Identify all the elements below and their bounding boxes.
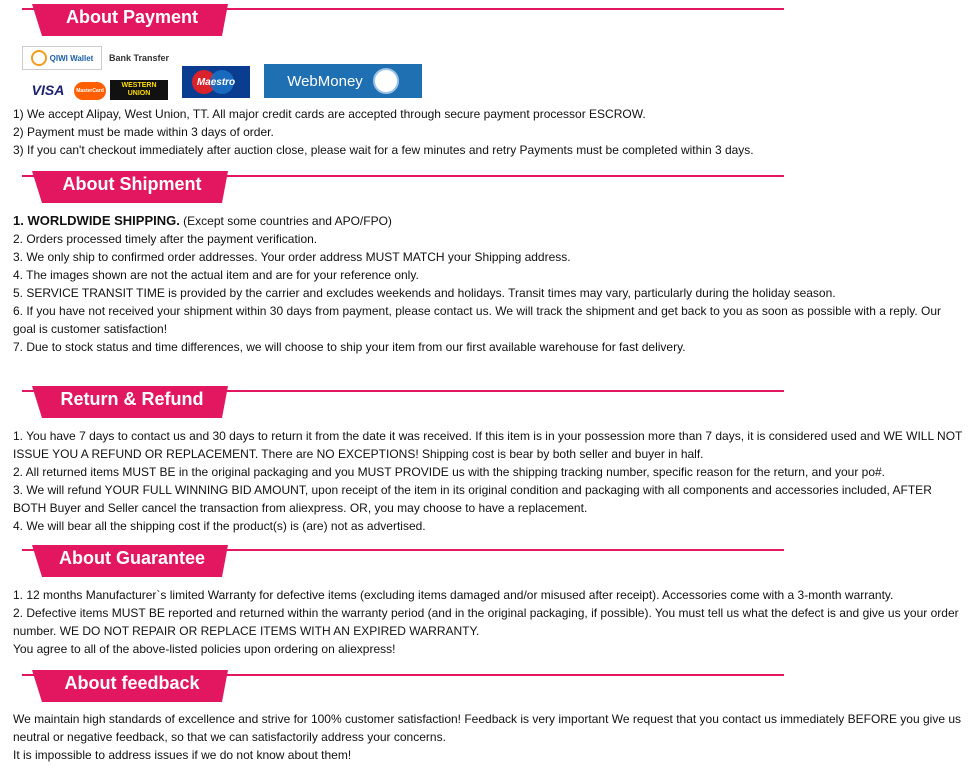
refund-line: 2. All returned items MUST BE in the original packaging and you MUST PROVIDE us with the shipping tracking number, specific reason for the return, and your po#. xyxy=(13,465,885,479)
section-header-refund xyxy=(22,382,784,420)
payment-text xyxy=(13,105,963,159)
section-title: About Payment xyxy=(65,7,198,27)
guarantee-line: 2. Defective items MUST BE reported and returned within the warranty period (and in the original packaging, if possible). You must tell us what the defect is and give us your order number. WE DO NOT REPAIR OR REPLACE ITEMS WITH AN EXPIRED WARRANTY. xyxy=(13,606,959,638)
payment-logos xyxy=(22,46,436,102)
payment-line: 2) Payment must be made within 3 days of order. xyxy=(13,125,274,139)
section-title: About Shipment xyxy=(62,174,202,194)
refund-line: 3. We will refund YOUR FULL WINNING BID AMOUNT, upon receipt of the item in its original condition and packaging with all components and accessories included, AFTER BOTH Buyer and Seller cancel the transaction from aliexpress. OR, you may choose to have a replacement. xyxy=(13,483,932,515)
header-tab xyxy=(32,0,240,38)
header-tab xyxy=(32,382,240,420)
section-title: About feedback xyxy=(64,673,200,693)
header-tab xyxy=(32,541,240,579)
section-header-shipment xyxy=(22,167,784,205)
guarantee-line: 1. 12 months Manufacturer`s limited Warranty for defective items (excluding items damaged and/or misused after receipt). Accessories come with a 3-month warranty. xyxy=(13,588,894,602)
shipment-line: 1. WORLDWIDE SHIPPING. (Except some countries and APO/FPO) xyxy=(13,213,392,228)
header-tab xyxy=(32,666,240,704)
shipment-line: 4. The images shown are not the actual item and are for your reference only. xyxy=(13,268,419,282)
refund-line: 1. You have 7 days to contact us and 30 days to return it from the date it was received. If this item is in your possession more than 7 days, it is considered used and WE WILL NOT ISSUE YOU A REFUND OR REPLACEMENT. There are NO EXCEPTIONS! Shipping cost is bear by both seller and buyer in half. xyxy=(13,429,963,461)
webmoney-globe-icon xyxy=(373,68,399,94)
section-header-guarantee xyxy=(22,541,784,579)
maestro-logo: Maestro xyxy=(182,66,250,98)
feedback-line: It is impossible to address issues if we do not know about them! xyxy=(13,748,352,762)
bank-transfer-logo: Bank Transfer xyxy=(108,53,170,63)
guarantee-text xyxy=(13,586,963,658)
shipment-line: 6. If you have not received your shipment within 30 days from payment, please contact us. We will track the shipment and get back to you as soon as possible with a reply. Our goal is customer satisfaction! xyxy=(13,304,942,336)
refund-line: 4. We will bear all the shipping cost if the product(s) is (are) not as advertised. xyxy=(13,519,426,533)
shipment-line: 2. Orders processed timely after the payment verification. xyxy=(13,232,318,246)
worldwide-shipping-heading: 1. WORLDWIDE SHIPPING. xyxy=(13,213,180,228)
shipment-line: 7. Due to stock status and time differences, we will choose to ship your item from our first available warehouse for fast delivery. xyxy=(13,340,686,354)
section-header-payment xyxy=(22,0,784,38)
shipment-line: 3. We only ship to confirmed order addresses. Your order address MUST MATCH your Shipping address. xyxy=(13,250,571,264)
section-title: About Guarantee xyxy=(58,548,205,568)
mastercard-logo: MasterCard xyxy=(74,82,106,100)
guarantee-line: You agree to all of the above-listed policies upon ordering on aliexpress! xyxy=(13,642,396,656)
section-header-feedback xyxy=(22,666,784,704)
shipment-line: 5. SERVICE TRANSIT TIME is provided by the carrier and excludes weekends and holidays. Transit times may vary, particularly during the holiday season. xyxy=(13,286,836,300)
webmoney-logo: WebMoney xyxy=(264,64,422,98)
western-union-logo: WESTERN UNION xyxy=(110,80,168,100)
payment-line: 1) We accept Alipay, West Union, TT. All major credit cards are accepted through secure payment processor ESCROW. xyxy=(13,107,646,121)
refund-text xyxy=(13,427,963,535)
feedback-line: We maintain high standards of excellence and strive for 100% customer satisfaction! Feedback is very important We request that you contact us immediately BEFORE you give us neutral or negative feedback, so that we can satisfactorily address your concerns. xyxy=(13,712,962,744)
feedback-text xyxy=(13,710,963,764)
payment-line: 3) If you can't checkout immediately after auction close, please wait for a few minutes and retry Payments must be completed within 3 days. xyxy=(13,143,754,157)
header-tab xyxy=(32,167,240,205)
visa-logo: VISA xyxy=(31,82,65,98)
shipment-text xyxy=(13,212,963,356)
qiwi-logo: QIWI Wallet xyxy=(22,46,102,70)
section-title: Return & Refund xyxy=(60,389,204,409)
